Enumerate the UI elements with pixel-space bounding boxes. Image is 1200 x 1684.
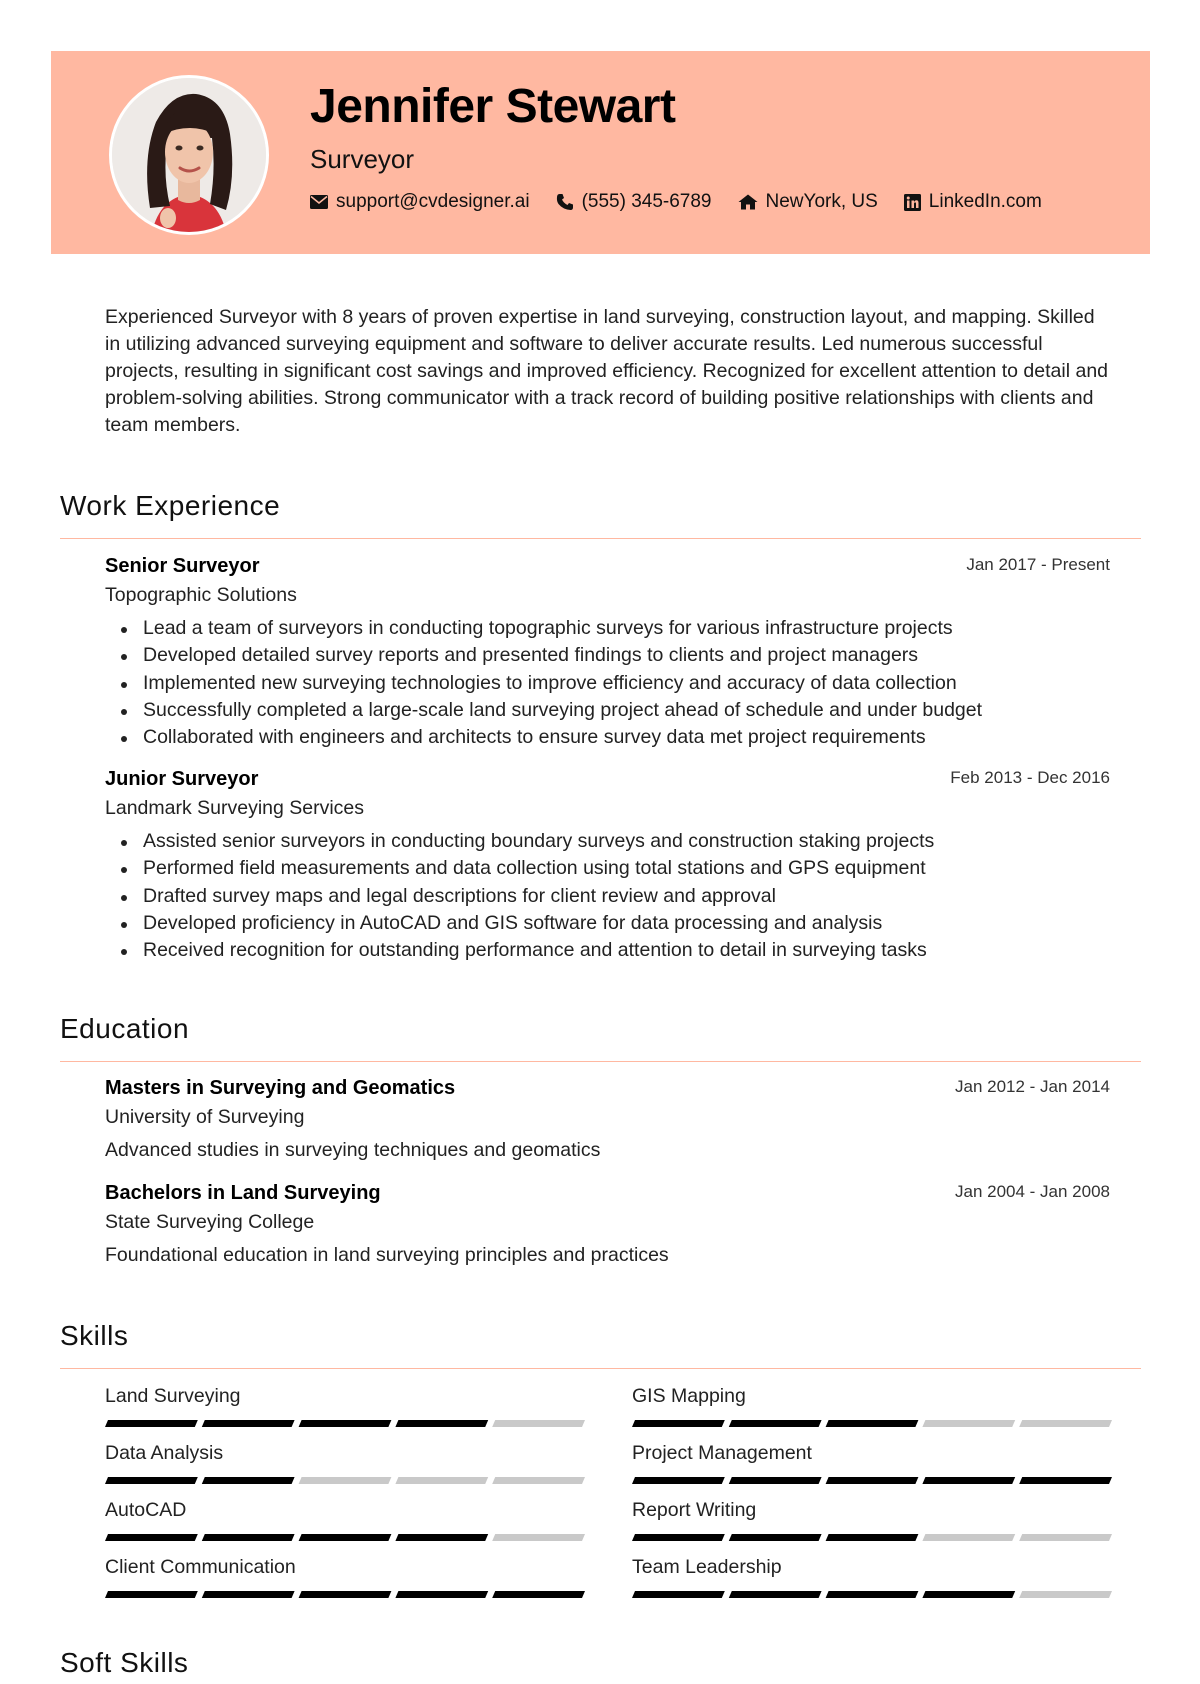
skill-segment-filled: [395, 1591, 488, 1598]
skill-segment-filled: [105, 1591, 198, 1598]
skill-item: [632, 1385, 1112, 1413]
contact-phone[interactable]: [556, 191, 712, 213]
skill-segment-filled: [1019, 1477, 1112, 1484]
skill-level-bar: [105, 1420, 585, 1427]
skill-segment-filled: [202, 1477, 295, 1484]
work-bullet: Developed proficiency in AutoCAD and GIS software for data processing and analysis: [143, 910, 1110, 937]
skill-segment-filled: [729, 1420, 822, 1427]
skill-segment-filled: [922, 1477, 1015, 1484]
education-degree: Masters in Surveying and Geomatics: [105, 1077, 456, 1099]
education-entry: [105, 1077, 1110, 1162]
skill-segment-empty: [492, 1477, 585, 1484]
skill-segment-filled: [922, 1591, 1015, 1598]
education-description: Advanced studies in surveying techniques and geomatics: [105, 1139, 601, 1161]
section-divider: [60, 1368, 1141, 1369]
skill-segment-filled: [632, 1534, 725, 1541]
contact-email-text: support@cvdesigner.ai: [336, 191, 530, 212]
soft-skills-heading: Soft Skills: [60, 1647, 189, 1678]
skill-item: [105, 1385, 585, 1413]
skill-segment-filled: [729, 1477, 822, 1484]
work-company: Landmark Surveying Services: [105, 797, 365, 819]
contact-location: [738, 191, 878, 213]
skill-item: [105, 1556, 585, 1584]
skill-segment-filled: [202, 1591, 295, 1598]
education-heading: Education: [60, 1013, 190, 1044]
skill-segment-empty: [1019, 1591, 1112, 1598]
skill-level-bar: [105, 1591, 585, 1598]
skill-segment-empty: [492, 1420, 585, 1427]
skill-name: AutoCAD: [105, 1499, 187, 1521]
work-bullets: [105, 615, 1110, 751]
skill-segment-filled: [105, 1477, 198, 1484]
skill-item: [632, 1499, 1112, 1527]
job-title: Surveyor: [310, 144, 415, 174]
skill-item: [632, 1442, 1112, 1470]
skill-level-bar: [632, 1420, 1112, 1427]
skill-name: Client Communication: [105, 1556, 296, 1578]
work-bullet: Assisted senior surveyors in conducting boundary surveys and construction staking projects: [143, 828, 1110, 855]
skill-segment-empty: [299, 1477, 392, 1484]
work-company: Topographic Solutions: [105, 584, 297, 606]
work-bullet: Successfully completed a large-scale land surveying project ahead of schedule and under budget: [143, 697, 1110, 724]
skill-name: Team Leadership: [632, 1556, 782, 1578]
work-role: Junior Surveyor: [105, 768, 259, 790]
skill-name: Land Surveying: [105, 1385, 241, 1407]
work-bullet: Implemented new surveying technologies to improve efficiency and accuracy of data collection: [143, 670, 1110, 697]
envelope-icon: [310, 195, 328, 209]
work-entry: [105, 555, 1110, 751]
skill-level-bar: [632, 1477, 1112, 1484]
contact-linkedin-text: LinkedIn.com: [928, 191, 1042, 212]
linkedin-icon: [904, 194, 921, 211]
phone-icon: [556, 193, 574, 211]
skill-level-bar: [632, 1534, 1112, 1541]
work-dates: Jan 2017 - Present: [966, 555, 1110, 574]
education-school: University of Surveying: [105, 1106, 305, 1128]
work-bullet: Drafted survey maps and legal descriptions for client review and approval: [143, 883, 1110, 910]
work-entry: [105, 768, 1110, 964]
education-school: State Surveying College: [105, 1211, 315, 1233]
skill-segment-filled: [826, 1534, 919, 1541]
section-divider: [60, 1061, 1141, 1062]
skill-segment-filled: [299, 1591, 392, 1598]
skill-segment-empty: [395, 1477, 488, 1484]
work-role: Senior Surveyor: [105, 555, 260, 577]
avatar-portrait: [112, 78, 266, 232]
skill-segment-filled: [632, 1420, 725, 1427]
skill-segment-empty: [922, 1420, 1015, 1427]
work-dates: Feb 2013 - Dec 2016: [950, 768, 1110, 787]
work-bullet: Performed field measurements and data collection using total stations and GPS equipment: [143, 855, 1110, 882]
skill-segment-empty: [922, 1534, 1015, 1541]
candidate-name: Jennifer Stewart: [310, 80, 676, 133]
skill-level-bar: [105, 1534, 585, 1541]
education-description: Foundational education in land surveying principles and practices: [105, 1244, 669, 1266]
skill-segment-empty: [492, 1534, 585, 1541]
skill-segment-filled: [299, 1534, 392, 1541]
skill-level-bar: [105, 1477, 585, 1484]
work-experience-heading: Work Experience: [60, 490, 281, 521]
education-degree: Bachelors in Land Surveying: [105, 1182, 381, 1204]
education-entry: [105, 1182, 1110, 1267]
contact-email[interactable]: [310, 191, 530, 213]
skill-item: [105, 1499, 585, 1527]
skill-segment-filled: [729, 1591, 822, 1598]
contact-linkedin[interactable]: [904, 191, 1042, 213]
skill-name: Report Writing: [632, 1499, 757, 1521]
skill-segment-filled: [729, 1534, 822, 1541]
skill-segment-filled: [202, 1534, 295, 1541]
work-bullet: Lead a team of surveyors in conducting topographic surveys for various infrastructure projects: [143, 615, 1110, 642]
education-dates: Jan 2012 - Jan 2014: [954, 1077, 1110, 1096]
section-divider: [60, 538, 1141, 539]
skill-segment-empty: [1019, 1534, 1112, 1541]
skill-item: [105, 1442, 585, 1470]
resume-header: [51, 51, 1150, 254]
skill-segment-filled: [492, 1591, 585, 1598]
home-icon: [738, 194, 758, 210]
skill-segment-empty: [1019, 1420, 1112, 1427]
skill-segment-filled: [105, 1420, 198, 1427]
skill-segment-filled: [395, 1534, 488, 1541]
skills-heading: Skills: [60, 1320, 129, 1351]
profile-summary: Experienced Surveyor with 8 years of proven expertise in land surveying, construction layout, and mapping. Skilled in utilizing advanced surveying equipment and software to deliver accurate results. Led numerous successful projects, resulting in significant cost savings and improved efficiency. Recognized for excellent attention to detail and problem-solving abilities. Strong communicator with a track record of building positive relationships with clients and team members.: [105, 306, 1109, 436]
skill-segment-filled: [299, 1420, 392, 1427]
skill-level-bar: [632, 1591, 1112, 1598]
skill-segment-filled: [826, 1477, 919, 1484]
skill-segment-filled: [826, 1420, 919, 1427]
skill-segment-filled: [105, 1534, 198, 1541]
education-dates: Jan 2004 - Jan 2008: [954, 1182, 1110, 1201]
profile-photo: [109, 75, 269, 235]
work-bullet: Collaborated with engineers and architects to ensure survey data met project requirements: [143, 724, 1110, 751]
skill-segment-filled: [395, 1420, 488, 1427]
skill-name: Data Analysis: [105, 1442, 224, 1464]
contact-list: [310, 191, 1068, 213]
contact-phone-text: (555) 345-6789: [581, 191, 712, 212]
work-bullet: Developed detailed survey reports and presented findings to clients and project managers: [143, 642, 1110, 669]
contact-location-text: NewYork, US: [765, 191, 878, 212]
skill-segment-filled: [632, 1477, 725, 1484]
work-bullets: [105, 828, 1110, 964]
work-bullet: Received recognition for outstanding performance and attention to detail in surveying tasks: [143, 937, 1110, 964]
skill-name: GIS Mapping: [632, 1385, 746, 1407]
skill-item: [632, 1556, 1112, 1584]
skill-segment-filled: [202, 1420, 295, 1427]
skill-segment-filled: [632, 1591, 725, 1598]
skill-segment-filled: [826, 1591, 919, 1598]
skill-name: Project Management: [632, 1442, 812, 1464]
